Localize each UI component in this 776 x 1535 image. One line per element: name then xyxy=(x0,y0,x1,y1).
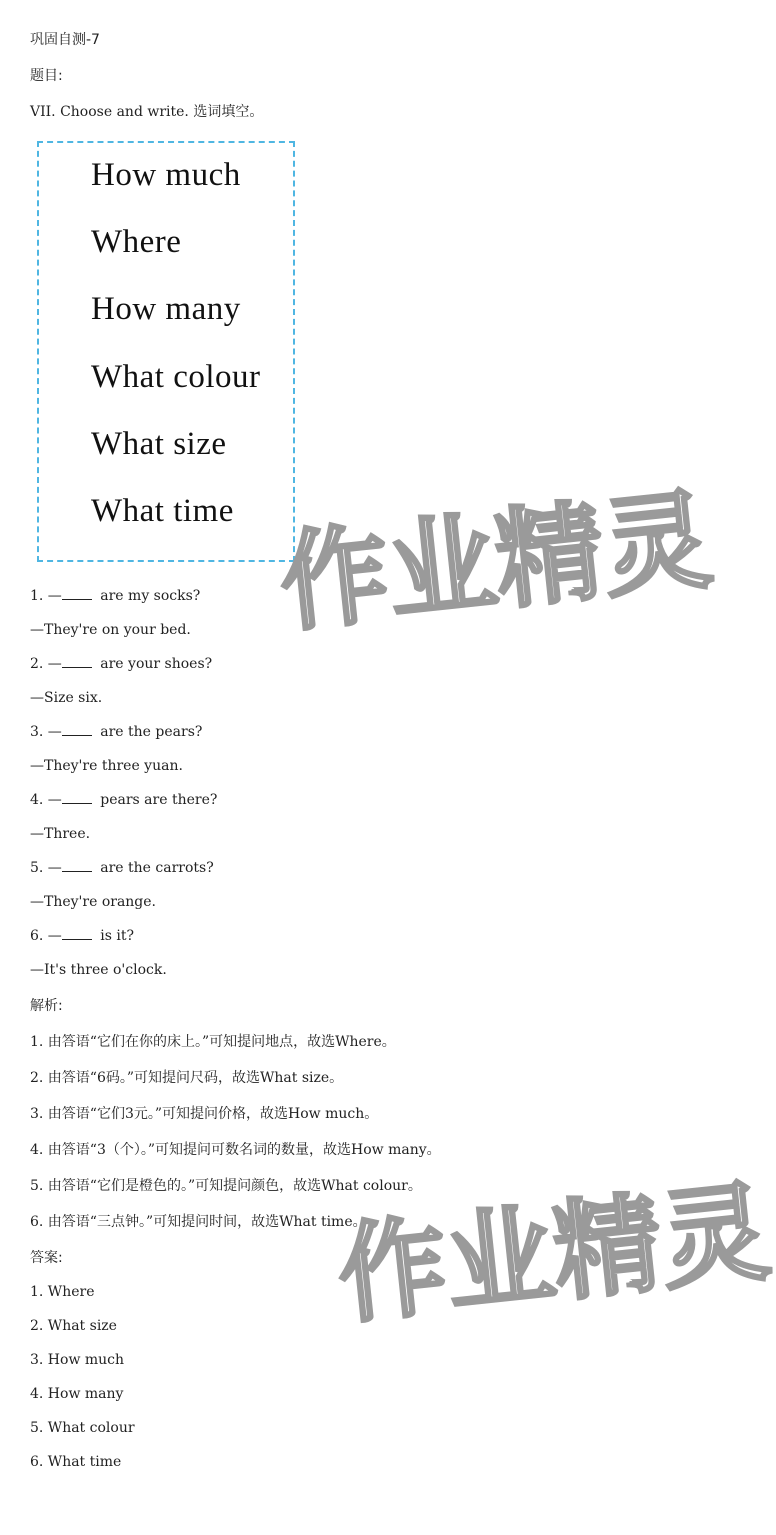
answer-blank[interactable] xyxy=(62,587,92,600)
analysis-item: 5. 由答语“它们是橙色的。”可知提问颜色，故选What colour。 xyxy=(30,1178,422,1194)
question-item: 6. — is it? xyxy=(30,928,134,944)
question-reply: —They're on your bed. xyxy=(30,622,191,638)
word-bank-item: What colour xyxy=(91,359,261,395)
answers-label: 答案: xyxy=(30,1250,63,1266)
answer-item: 3. How much xyxy=(30,1352,125,1368)
question-reply: —It's three o'clock. xyxy=(30,962,167,978)
analysis-item: 3. 由答语“它们3元。”可知提问价格，故选How much。 xyxy=(30,1106,379,1122)
question-item: 5. — are the carrots? xyxy=(30,860,214,876)
word-bank-item: How much xyxy=(91,157,241,193)
answer-item: 1. Where xyxy=(30,1284,95,1300)
answer-item: 6. What time xyxy=(30,1454,122,1470)
question-item: 4. — pears are there? xyxy=(30,792,218,808)
page-title: 巩固自测-7 xyxy=(30,32,100,48)
word-bank-item: What size xyxy=(91,426,227,462)
question-reply: —They're three yuan. xyxy=(30,758,183,774)
question-reply: —They're orange. xyxy=(30,894,157,910)
question-item: 2. — are your shoes? xyxy=(30,656,213,672)
word-bank-item: Where xyxy=(91,224,182,260)
question-reply: —Size six. xyxy=(30,690,103,706)
analysis-item: 2. 由答语“6码。”可知提问尺码，故选What size。 xyxy=(30,1070,344,1086)
answer-item: 2. What size xyxy=(30,1318,117,1334)
instruction-text: VII. Choose and write. 选词填空。 xyxy=(30,104,264,120)
question-reply: —Three. xyxy=(30,826,91,842)
word-bank-item: How many xyxy=(91,291,241,327)
answer-blank[interactable] xyxy=(62,859,92,872)
watermark-text: 作业精灵 xyxy=(332,1169,776,1340)
analysis-item: 1. 由答语“它们在你的床上。”可知提问地点，故选Where。 xyxy=(30,1034,396,1050)
word-bank-item: What time xyxy=(91,493,234,529)
answer-blank[interactable] xyxy=(62,655,92,668)
question-item: 3. — are the pears? xyxy=(30,724,203,740)
word-bank-box xyxy=(37,141,295,562)
analysis-item: 4. 由答语“3（个）。”可知提问可数名词的数量，故选How many。 xyxy=(30,1142,441,1158)
analysis-label: 解析: xyxy=(30,998,63,1014)
answer-blank[interactable] xyxy=(62,791,92,804)
answer-blank[interactable] xyxy=(62,927,92,940)
question-item: 1. — are my socks? xyxy=(30,588,201,604)
analysis-item: 6. 由答语“三点钟。”可知提问时间，故选What time。 xyxy=(30,1214,367,1230)
answer-item: 4. How many xyxy=(30,1386,124,1402)
watermark-text: 作业精灵 xyxy=(274,477,718,648)
question-label: 题目: xyxy=(30,68,63,84)
answer-item: 5. What colour xyxy=(30,1420,135,1436)
answer-blank[interactable] xyxy=(62,723,92,736)
